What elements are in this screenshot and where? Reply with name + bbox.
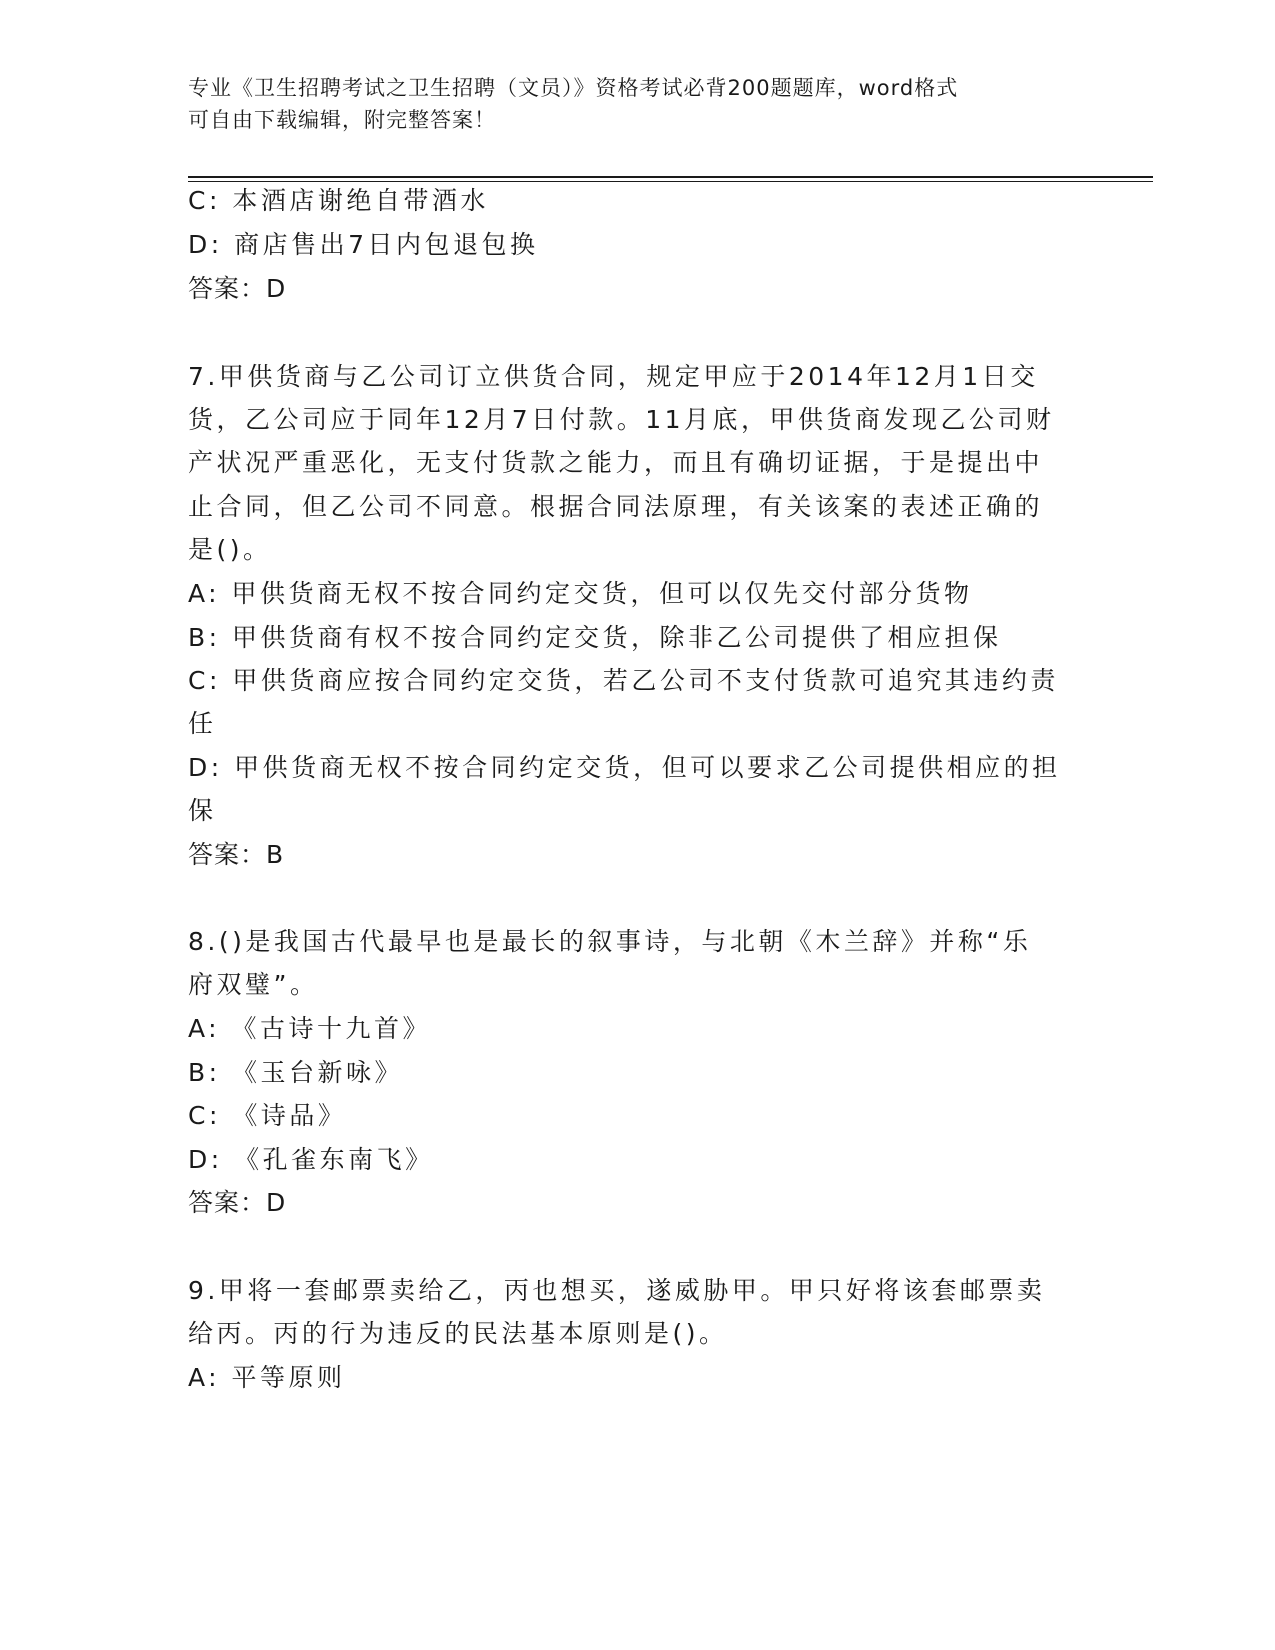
- header-divider-thin: [188, 181, 1153, 182]
- q7-option-d-line-1: D: 甲供货商无权不按合同约定交货，但可以要求乙公司提供相应的担: [188, 753, 1061, 782]
- q7-stem-line-3: 产状况严重恶化，无支付货款之能力，而且有确切证据，于是提出中: [188, 448, 1044, 477]
- q9-option-a: A: 平等原则: [188, 1363, 346, 1392]
- q9-stem-line-2: 给丙。丙的行为违反的民法基本原则是()。: [188, 1319, 728, 1348]
- q8-answer: 答案：D: [188, 1188, 287, 1217]
- q7-option-c-line-1: C: 甲供货商应按合同约定交货，若乙公司不支付货款可追究其违约责: [188, 666, 1059, 695]
- q6-option-d: D: 商店售出7日内包退包换: [188, 230, 539, 259]
- q7-option-d-line-2: 保: [188, 796, 217, 825]
- q6-option-c: C: 本酒店谢绝自带酒水: [188, 186, 489, 215]
- header-title-line-2: 可自由下载编辑，附完整答案！: [188, 108, 496, 132]
- q8-stem-line-2: 府双璧”。: [188, 970, 319, 999]
- q7-option-c-line-2: 任: [188, 709, 217, 738]
- q7-option-a: A: 甲供货商无权不按合同约定交货，但可以仅先交付部分货物: [188, 579, 973, 608]
- q8-option-a: A: 《古诗十九首》: [188, 1014, 432, 1043]
- q7-stem-line-1: 7.甲供货商与乙公司订立供货合同，规定甲应于2014年12月1日交: [188, 362, 1039, 391]
- q9-stem-line-1: 9.甲将一套邮票卖给乙，丙也想买，遂威胁甲。甲只好将该套邮票卖: [188, 1276, 1046, 1305]
- q8-stem-line-1: 8.()是我国古代最早也是最长的叙事诗，与北朝《木兰辞》并称“乐: [188, 927, 1032, 956]
- q7-stem-line-4: 止合同，但乙公司不同意。根据合同法原理，有关该案的表述正确的: [188, 492, 1044, 521]
- q8-option-d: D: 《孔雀东南飞》: [188, 1145, 434, 1174]
- page-header: [188, 72, 1068, 136]
- q7-answer: 答案：B: [188, 840, 285, 869]
- q8-option-c: C: 《诗品》: [188, 1101, 347, 1130]
- header-title-line-1: 专业《卫生招聘考试之卫生招聘（文员）》资格考试必背200题题库，word格式: [188, 76, 959, 100]
- q7-option-b: B: 甲供货商有权不按合同约定交货，除非乙公司提供了相应担保: [188, 623, 1002, 652]
- header-divider-thick: [188, 176, 1153, 178]
- q8-option-b: B: 《玉台新咏》: [188, 1058, 404, 1087]
- q7-stem-line-2: 货，乙公司应于同年12月7日付款。11月底，甲供货商发现乙公司财: [188, 405, 1055, 434]
- q6-answer: 答案：D: [188, 274, 287, 303]
- q7-stem-line-5: 是()。: [188, 535, 272, 564]
